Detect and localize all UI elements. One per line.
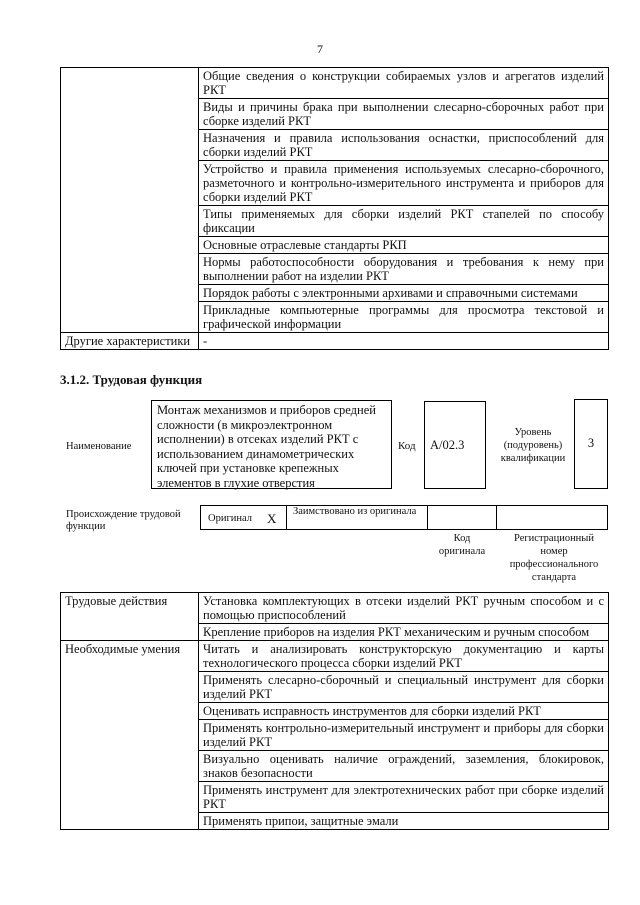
knowledge-item: Основные отраслевые стандарты РКП — [199, 237, 609, 254]
skill-item: Оценивать исправность инструментов для сборки изделий РКТ — [199, 703, 609, 720]
knowledge-item: Прикладные компьютерные программы для просмотра текстовой и графической информации — [199, 302, 609, 333]
origin-row — [200, 505, 608, 530]
knowledge-item: Устройство и правила применения используемых слесарно-сборочного, разметочного и контрольно-измерительного инструмента и приборов для сборки изделий РКТ — [199, 161, 609, 206]
knowledge-table — [60, 67, 609, 350]
knowledge-item: Назначения и правила использования оснастки, приспособлений для сборки изделий РКТ — [199, 130, 609, 161]
level-value: 3 — [574, 399, 608, 489]
action-item: Крепление приборов на изделия РКТ механическим и ручным способом — [199, 624, 609, 641]
other-characteristics-label: Другие характеристики — [61, 333, 199, 350]
page-number: 7 — [317, 42, 323, 56]
level-label: Уровень (подуровень) квалификации — [500, 427, 566, 464]
skill-item: Читать и анализировать конструкторскую документацию и карты технологического процесса сборки изделий РКТ — [199, 641, 609, 672]
skill-item: Применять контрольно-измерительный инструмент и приборы для сборки изделий РКТ — [199, 720, 609, 751]
skill-item: Применять слесарно-сборочный и специальный инструмент для сборки изделий РКТ — [199, 672, 609, 703]
skill-item: Визуально оценивать наличие ограждений, заземления, блокировок, знаков безопасности — [199, 751, 609, 782]
work-table — [60, 592, 609, 830]
actions-label: Трудовые действия — [61, 593, 199, 641]
origin-label: Происхождение трудовой функции — [66, 509, 181, 532]
code-origin-label: Код оригинала — [438, 533, 486, 557]
original-cell — [200, 505, 287, 530]
reg-number-cell — [496, 505, 608, 530]
name-label: Наименование — [66, 441, 132, 452]
original-label: Оригинал — [208, 513, 252, 524]
code-value: A/02.3 — [424, 401, 486, 489]
knowledge-item: Порядок работы с электронными архивами и справочными системами — [199, 285, 609, 302]
code-origin-cell — [427, 505, 497, 530]
reg-number-label: Регистрационный номер профессионального стандарта — [509, 533, 599, 583]
knowledge-label-cell — [61, 68, 199, 333]
function-name-value: Монтаж механизмов и приборов средней сложности (в микроэлектронном исполнении) в отсеках изделий РКТ с использованием динамометрических ключей при установке крепежных элементов в глухие отверстия — [151, 400, 392, 489]
section-heading: 3.1.2. Трудовая функция — [60, 372, 203, 387]
action-item: Установка комплектующих в отсеки изделий РКТ ручным способом и с помощью приспособлений — [199, 593, 609, 624]
knowledge-item: Виды и причины брака при выполнении слесарно-сборочных работ при сборке изделий РКТ — [199, 99, 609, 130]
other-characteristics-value: - — [199, 333, 609, 350]
skills-label: Необходимые умения — [61, 641, 199, 830]
skill-item: Применять инструмент для электротехнических работ при сборке изделий РКТ — [199, 782, 609, 813]
knowledge-item: Типы применяемых для сборки изделий РКТ стапелей по способу фиксации — [199, 206, 609, 237]
skill-item: Применять припои, защитные эмали — [199, 813, 609, 830]
borrowed-label: Заимствовано из оригинала — [286, 505, 428, 530]
knowledge-item: Нормы работоспособности оборудования и требования к нему при выполнении работ на изделии РКТ — [199, 254, 609, 285]
knowledge-item: Общие сведения о конструкции собираемых узлов и агрегатов изделий РКТ — [199, 68, 609, 99]
code-label: Код — [398, 440, 416, 452]
original-mark: X — [267, 511, 277, 526]
